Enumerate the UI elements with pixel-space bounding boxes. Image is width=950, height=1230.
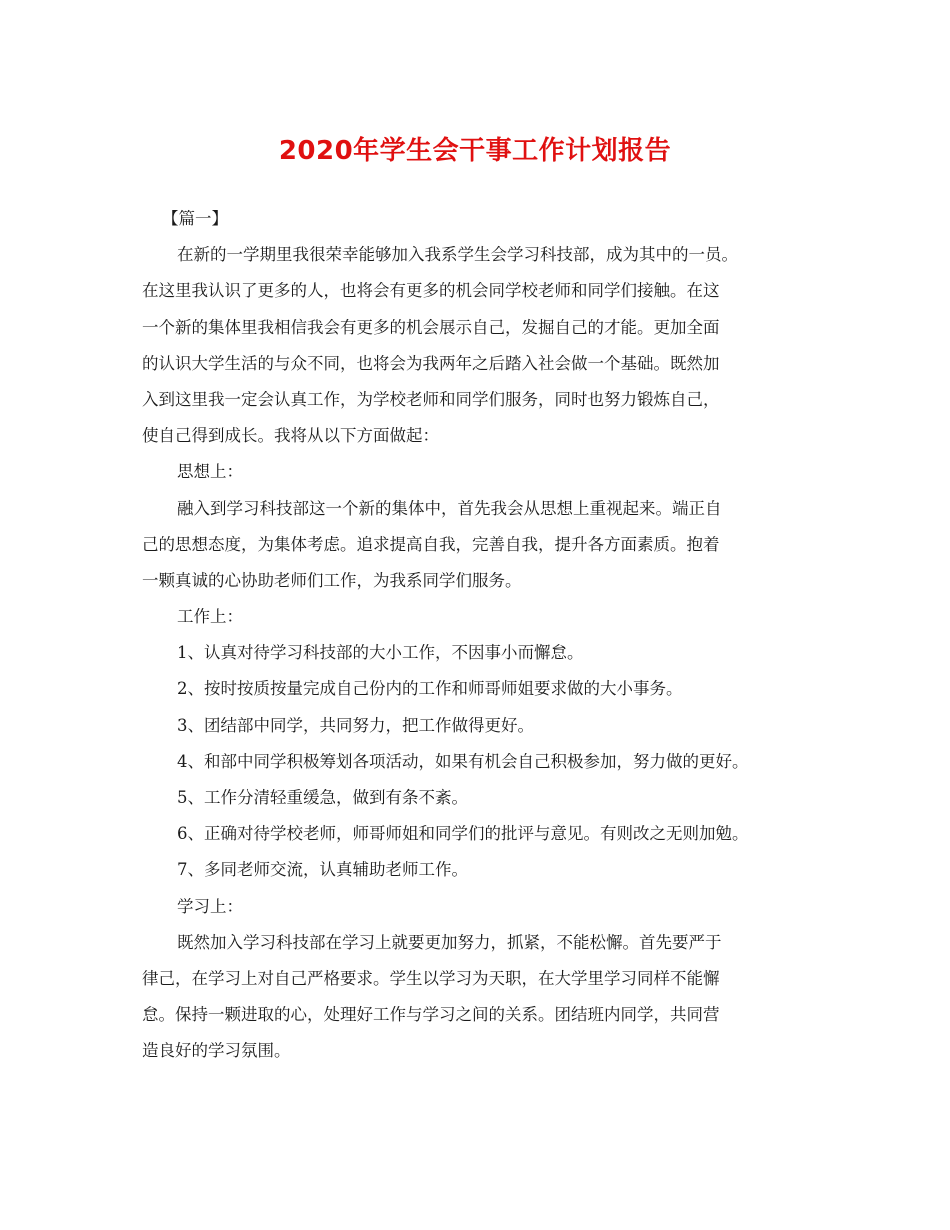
paragraph-line: 既然加入学习科技部在学习上就要更加努力，抓紧，不能松懈。首先要严于 bbox=[177, 932, 722, 952]
paragraph-line: 己的思想态度，为集体考虑。追求提高自我，完善自我，提升各方面素质。抱着 bbox=[142, 534, 720, 554]
paragraph-line: 怠。保持一颗进取的心，处理好工作与学习之间的关系。团结班内同学，共同营 bbox=[142, 1005, 720, 1025]
document-title: 2020年学生会干事工作计划报告 bbox=[278, 136, 672, 166]
paragraph-line: 一颗真诚的心协助老师们工作，为我系同学们服务。 bbox=[142, 570, 522, 590]
list-item: 6、正确对待学校老师，师哥师姐和同学们的批评与意见。有则改之无则加勉。 bbox=[177, 824, 749, 844]
thought-heading: 思想上： bbox=[177, 462, 243, 482]
work-heading: 工作上： bbox=[177, 607, 243, 627]
list-item: 5、工作分清轻重缓急，做到有条不紊。 bbox=[177, 788, 468, 807]
paragraph-line: 造良好的学习氛围。 bbox=[142, 1041, 291, 1061]
paragraph-line: 律己，在学习上对自己严格要求。学生以学习为天职，在大学里学习同样不能懈 bbox=[142, 968, 720, 988]
paragraph-line: 在新的一学期里我很荣幸能够加入我系学生会学习科技部，成为其中的一员。 bbox=[177, 245, 738, 265]
list-item: 4、和部中同学积极筹划各项活动，如果有机会自己积极参加，努力做的更好。 bbox=[177, 751, 749, 771]
paragraph-line: 的认识大学生活的与众不同，也将会为我两年之后踏入社会做一个基础。既然加 bbox=[142, 353, 720, 373]
paragraph-line: 融入到学习科技部这一个新的集体中，首先我会从思想上重视起来。端正自 bbox=[177, 498, 722, 518]
paragraph-line: 使自己得到成长。我将从以下方面做起： bbox=[142, 426, 439, 446]
list-item: 2、按时按质按量完成自己份内的工作和师哥师姐要求做的大小事务。 bbox=[177, 679, 683, 699]
paragraph-line: 一个新的集体里我相信我会有更多的机会展示自己，发掘自己的才能。更加全面 bbox=[142, 317, 720, 337]
paragraph-line: 在这里我认识了更多的人，也将会有更多的机会同学校老师和同学们接触。在这 bbox=[142, 281, 720, 301]
document-body bbox=[142, 201, 822, 1070]
study-heading: 学习上： bbox=[177, 896, 243, 916]
list-item: 1、认真对待学习科技部的大小工作，不因事小而懈怠。 bbox=[177, 643, 584, 663]
list-item: 7、多同老师交流，认真辅助老师工作。 bbox=[177, 860, 468, 880]
list-item: 3、团结部中同学，共同努力，把工作做得更好。 bbox=[177, 715, 534, 735]
section-label: 【篇一】 bbox=[162, 209, 228, 228]
paragraph-line: 入到这里我一定会认真工作，为学校老师和同学们服务，同时也努力锻炼自己， bbox=[142, 389, 720, 409]
